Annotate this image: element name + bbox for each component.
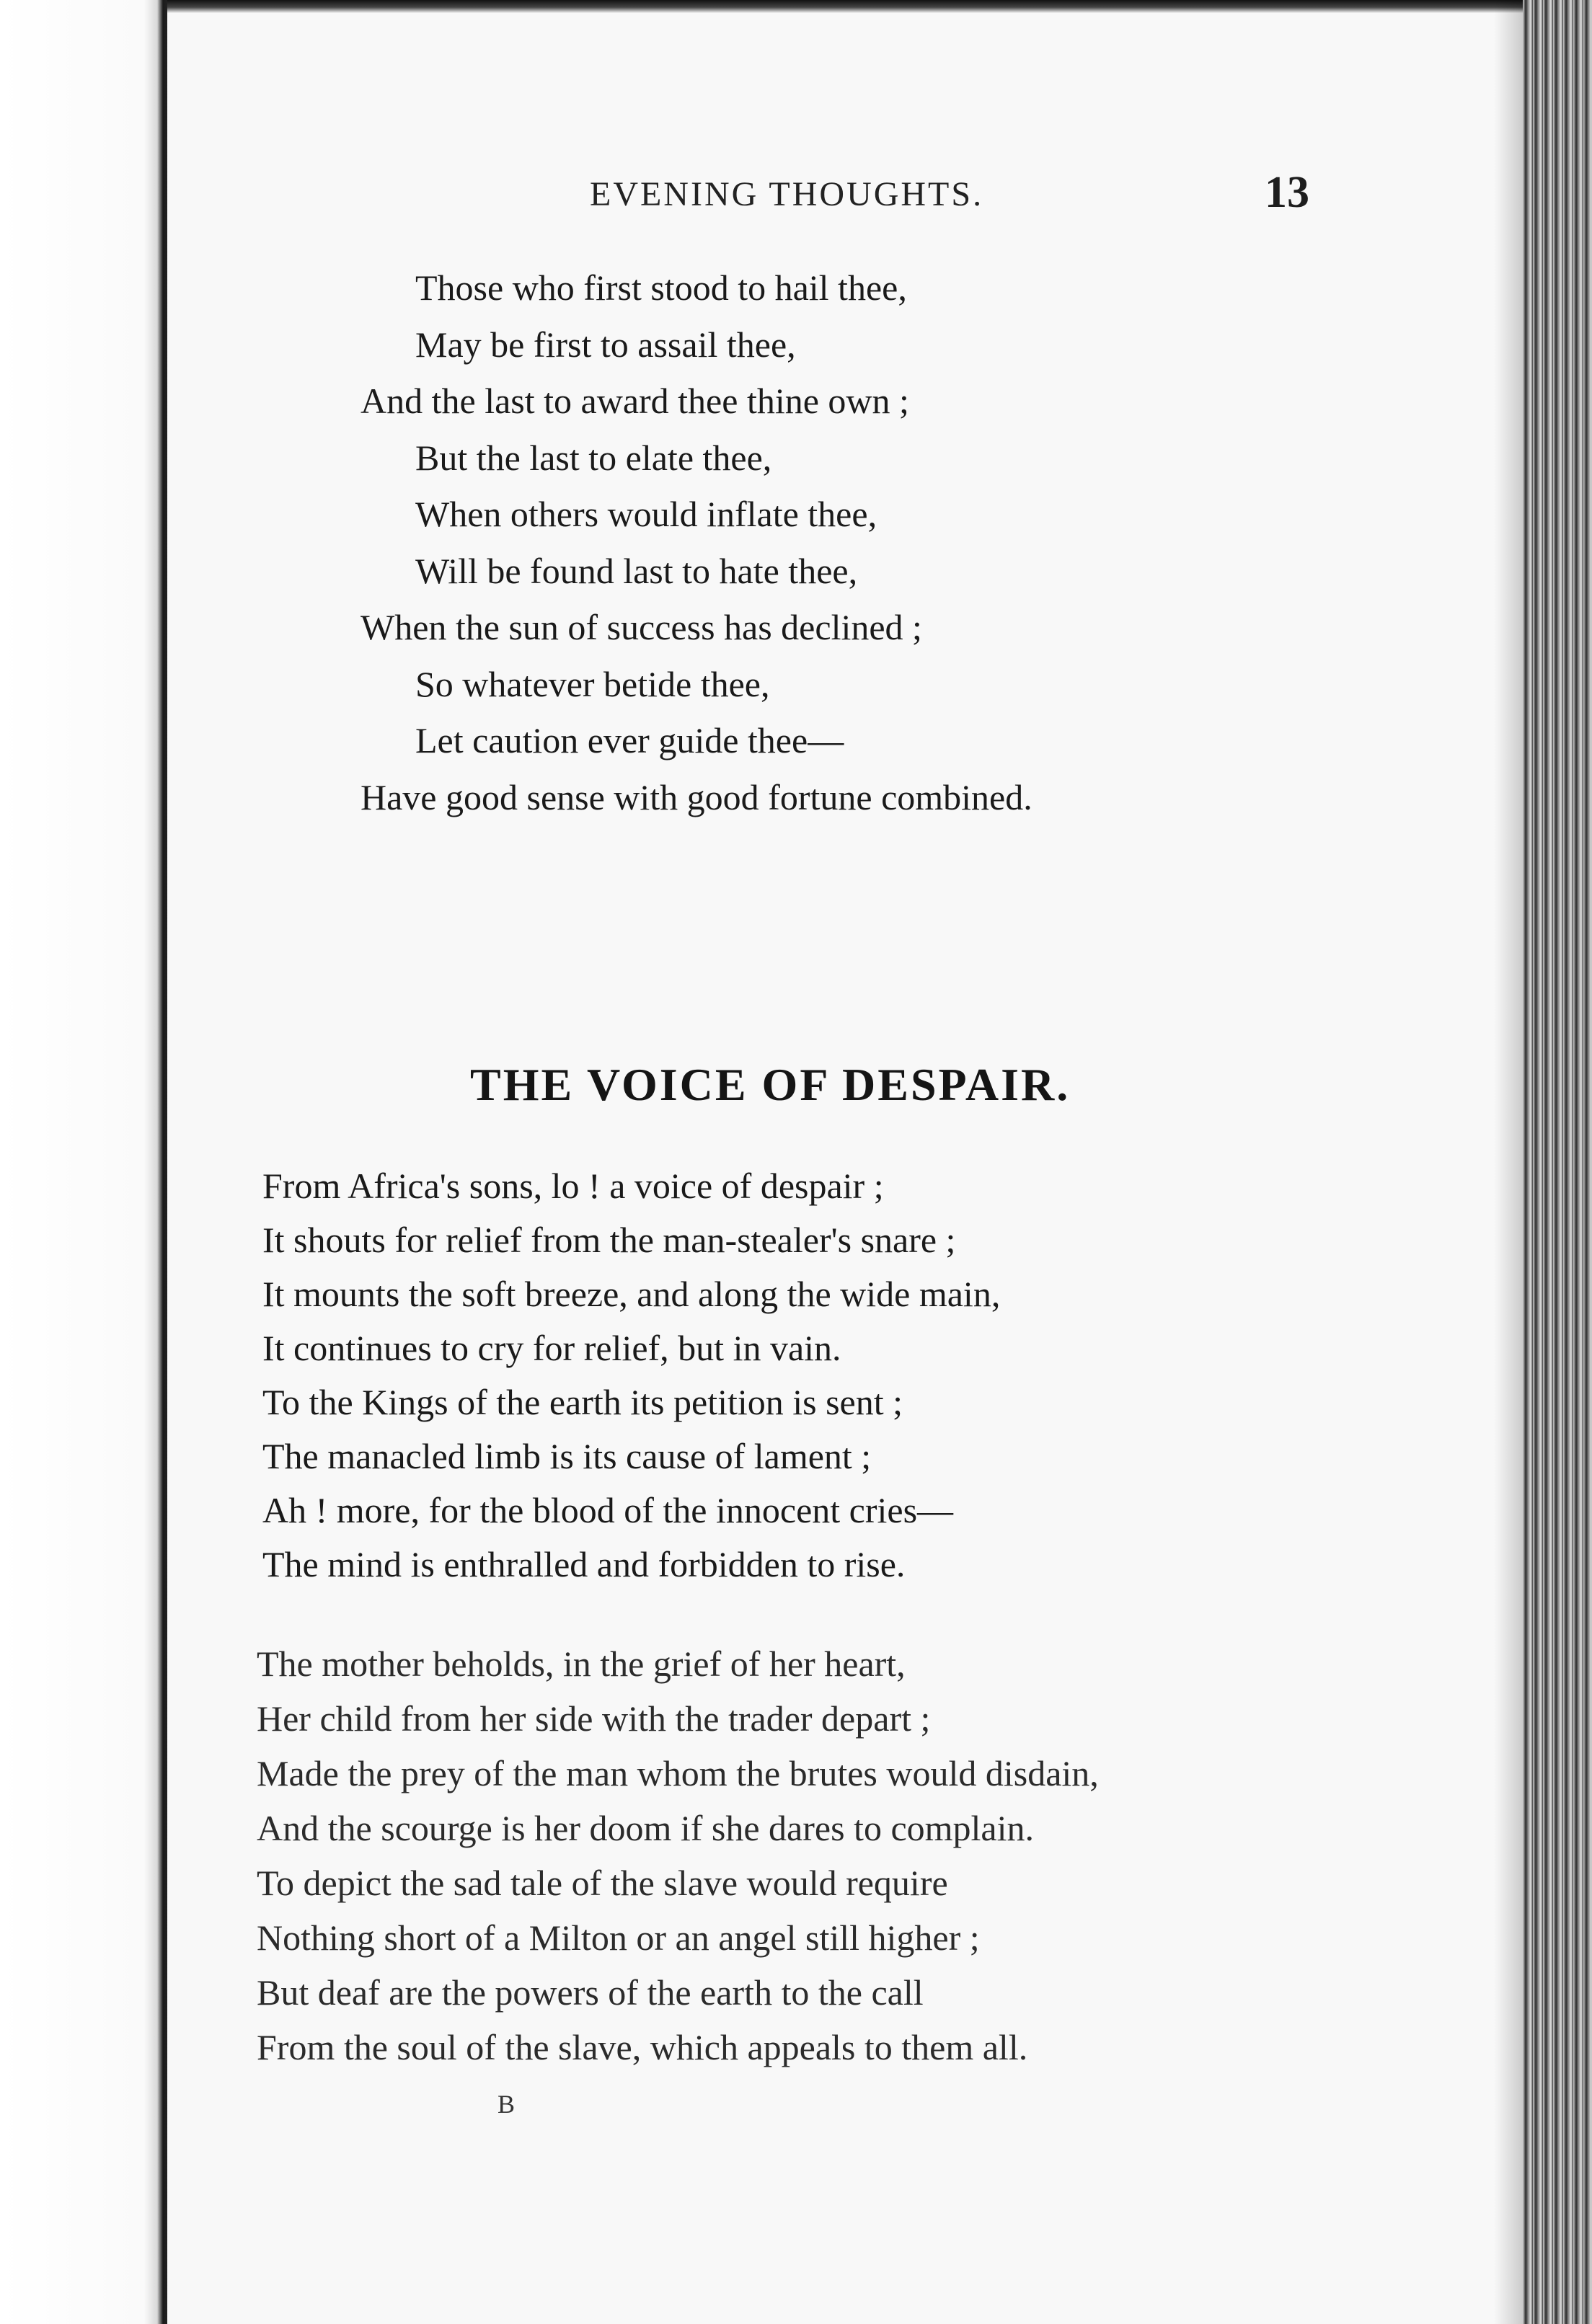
signature-mark: B bbox=[498, 2090, 516, 2119]
verse-line: Have good sense with good fortune combined. bbox=[361, 776, 1032, 817]
verse-line: When others would inflate thee, bbox=[415, 494, 877, 534]
page-number: 13 bbox=[1265, 168, 1309, 217]
poem-stanza-1 bbox=[262, 1159, 1272, 1592]
verse-line: Nothing short of a Milton or an angel still higher ; bbox=[257, 1917, 980, 1958]
scan-top-edge bbox=[167, 0, 1592, 13]
verse-line: Made the prey of the man whom the brutes would disdain, bbox=[257, 1753, 1099, 1793]
running-head: EVENING THOUGHTS. bbox=[590, 175, 984, 213]
verse-line: Her child from her side with the trader depart ; bbox=[257, 1698, 931, 1739]
scan-left-edge bbox=[0, 0, 167, 2324]
verse-line: It mounts the soft breeze, and along the wide main, bbox=[262, 1274, 1001, 1314]
verse-line: But deaf are the powers of the earth to the call bbox=[257, 1972, 924, 2013]
verse-line: And the scourge is her doom if she dares to complain. bbox=[257, 1808, 1035, 1848]
verse-line: Will be found last to hate thee, bbox=[415, 550, 858, 591]
verse-line: So whatever betide thee, bbox=[415, 663, 770, 704]
verse-line: The mother beholds, in the grief of her heart, bbox=[257, 1644, 906, 1684]
verse-line: It shouts for relief from the man-stealer's snare ; bbox=[262, 1220, 956, 1260]
verse-line: When the sun of success has declined ; bbox=[361, 607, 922, 647]
verse-line: From the soul of the slave, which appeals to them all. bbox=[257, 2027, 1028, 2067]
verse-line: May be first to assail thee, bbox=[415, 324, 796, 365]
verse-line: But the last to elate thee, bbox=[415, 437, 772, 478]
stanza-continued bbox=[361, 260, 1298, 825]
verse-line: And the last to award thee thine own ; bbox=[361, 381, 909, 421]
verse-line: Those who first stood to hail thee, bbox=[415, 267, 907, 308]
verse-line: To the Kings of the earth its petition is sent ; bbox=[262, 1382, 903, 1422]
verse-line: Ah ! more, for the blood of the innocent cries— bbox=[262, 1490, 954, 1530]
verse-line: To depict the sad tale of the slave would require bbox=[257, 1863, 948, 1903]
verse-line: It continues to cry for relief, but in vain. bbox=[262, 1328, 841, 1368]
page-shadow bbox=[1494, 0, 1523, 2324]
verse-line: The manacled limb is its cause of lament ; bbox=[262, 1436, 872, 1476]
poem-title: THE VOICE OF DESPAIR. bbox=[470, 1059, 1071, 1110]
verse-line: From Africa's sons, lo ! a voice of despair ; bbox=[262, 1166, 884, 1206]
poem-stanza-2 bbox=[257, 1636, 1302, 2075]
verse-line: Let caution ever guide thee— bbox=[415, 720, 844, 760]
verse-line: The mind is enthralled and forbidden to rise. bbox=[262, 1544, 906, 1584]
book-fore-edge bbox=[1523, 0, 1592, 2324]
